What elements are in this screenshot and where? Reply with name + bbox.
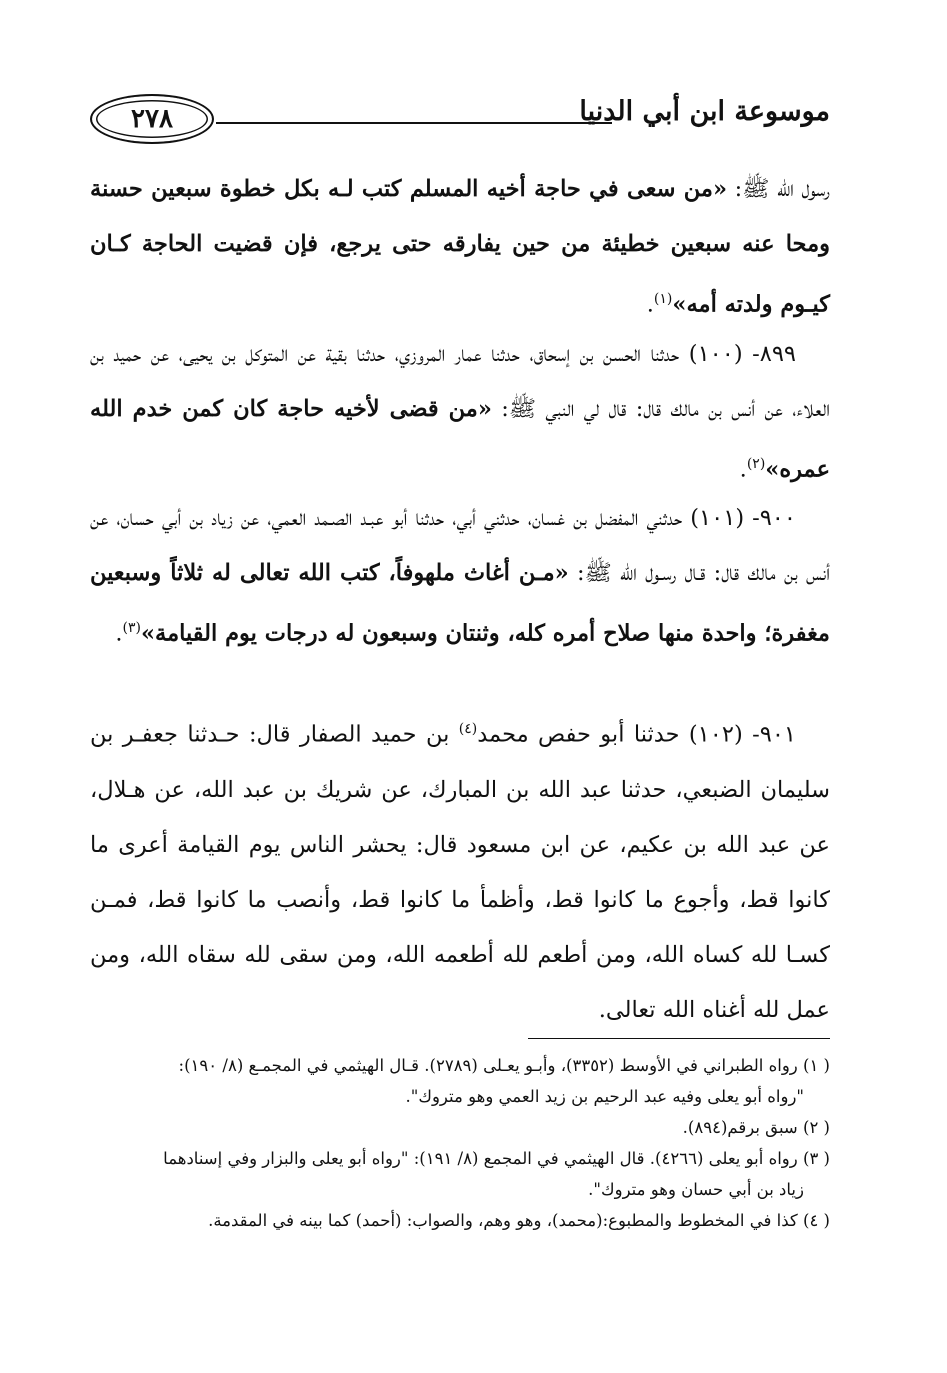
header-rule <box>216 122 612 124</box>
paragraph-continuation <box>90 162 830 333</box>
footnotes <box>90 1050 830 1236</box>
footnote-ref: (٣) <box>122 620 141 636</box>
paragraph-900 <box>90 491 830 662</box>
page-header <box>90 92 830 150</box>
footnote-1-continuation: "رواه أبو يعلى وفيه عبد الرحيم بن زيد العمي وهو متروك". <box>405 1087 804 1106</box>
paragraph-tail: . <box>646 291 654 318</box>
paragraph-tail: . <box>115 620 123 647</box>
paragraph-899 <box>90 327 830 498</box>
footnote-ref: (١) <box>653 291 673 307</box>
paragraph-tail: . <box>739 456 747 483</box>
paragraph-lead: رسول الله ﷺ: <box>727 176 831 202</box>
footnote-ref: (٤) <box>458 721 478 737</box>
page-number: ٢٧٨ <box>90 94 214 144</box>
footnote-3-continuation: زياد بن أبي حسان وهو متروك". <box>588 1180 804 1199</box>
footnote-3: ( ٣) رواه أبو يعلى (٤٢٦٦). قال الهيثمي في المجمع (٨/ ١٩١): "رواه أبو يعلى والبزار وفي إسنادهما <box>163 1149 830 1168</box>
paragraph-lead: ٩٠٠- (١٠١) حدثني المفضل بن غسان، حدثني أبي، حدثنا أبو عبـد الصـمد العمي، عن زياد بن أبي حسان، عن أنس بن مالك قال: قـال رسـول الله ﷺ: <box>90 505 830 586</box>
paragraph-901 <box>90 702 830 1038</box>
hadith-text: «من قضى لأخيه حاجة كان كمن خدم الله عمره» <box>90 396 830 483</box>
footnote-1: ( ١) رواه الطبراني في الأوسط (٣٣٥٢)، وأبـو يعـلى (٢٧٨٩). قـال الهيثمي في المجمـع (٨/ ١٩٠): <box>178 1056 830 1075</box>
hadith-text: «من سعى في حاجة أخيه المسلم كتب لـه بكل خطوة سبعين حسنة ومحا عنه سبعين خطيئة من حين يفارقه حتى يرجع، فإن قضيت الحاجة كـان كيـوم ولدته أمه» <box>90 176 830 318</box>
paragraph-lead: ٩٠١- (١٠٢) حدثنا أبو حفص محمد <box>477 721 796 748</box>
book-title: موسوعة ابن أبي الدنيا <box>579 96 830 127</box>
footnote-ref: (٢) <box>746 456 766 472</box>
hadith-text: «مـن أغاث ملهوفاً، كتب الله تعالى له ثلاثاً وسبعين مغفرة؛ واحدة منها صلاح أمره كله، وثنتان وسبعون له درجات يوم القيامة» <box>90 560 830 647</box>
paragraph-body: بن حميد الصفار قال: حـدثنا جعفـر بن سليمان الضبعي، حدثنا عبد الله بن المبارك، عن شريك بن عبد الله، عن هـلال، عن عبد الله بن عكيم، عن ابن مسعود قال: يحشر الناس يوم القيامة أعرى ما كانوا قط، وأجوع ما كانوا قط، وأظمأ ما كانوا قط، وأنصب ما كانوا قط، فمـن كسـا لله كساه الله، ومن أطعم لله أطعمه الله، ومن سقى لله سقاه الله، ومن عمل لله أغناه الله تعالى. <box>90 721 830 1023</box>
footnote-separator <box>528 1038 830 1039</box>
paragraph-lead: ٨٩٩- (١٠٠) حدثنا الحسن بن إسحاق، حدثنا عمار المروزي، حدثنا بقية عن المتوكل بن يحيى، عن حميد بن العلاء، عن أنس بن مالك قال: قال لي النبي ﷺ: <box>90 341 830 422</box>
footnote-2: ( ٢) سبق برقم(٨٩٤). <box>682 1118 830 1137</box>
footnote-4: ( ٤) كذا في المخطوط والمطبوع:(محمد)، وهو وهم، والصواب: (أحمد) كما بينه في المقدمة. <box>208 1211 830 1230</box>
